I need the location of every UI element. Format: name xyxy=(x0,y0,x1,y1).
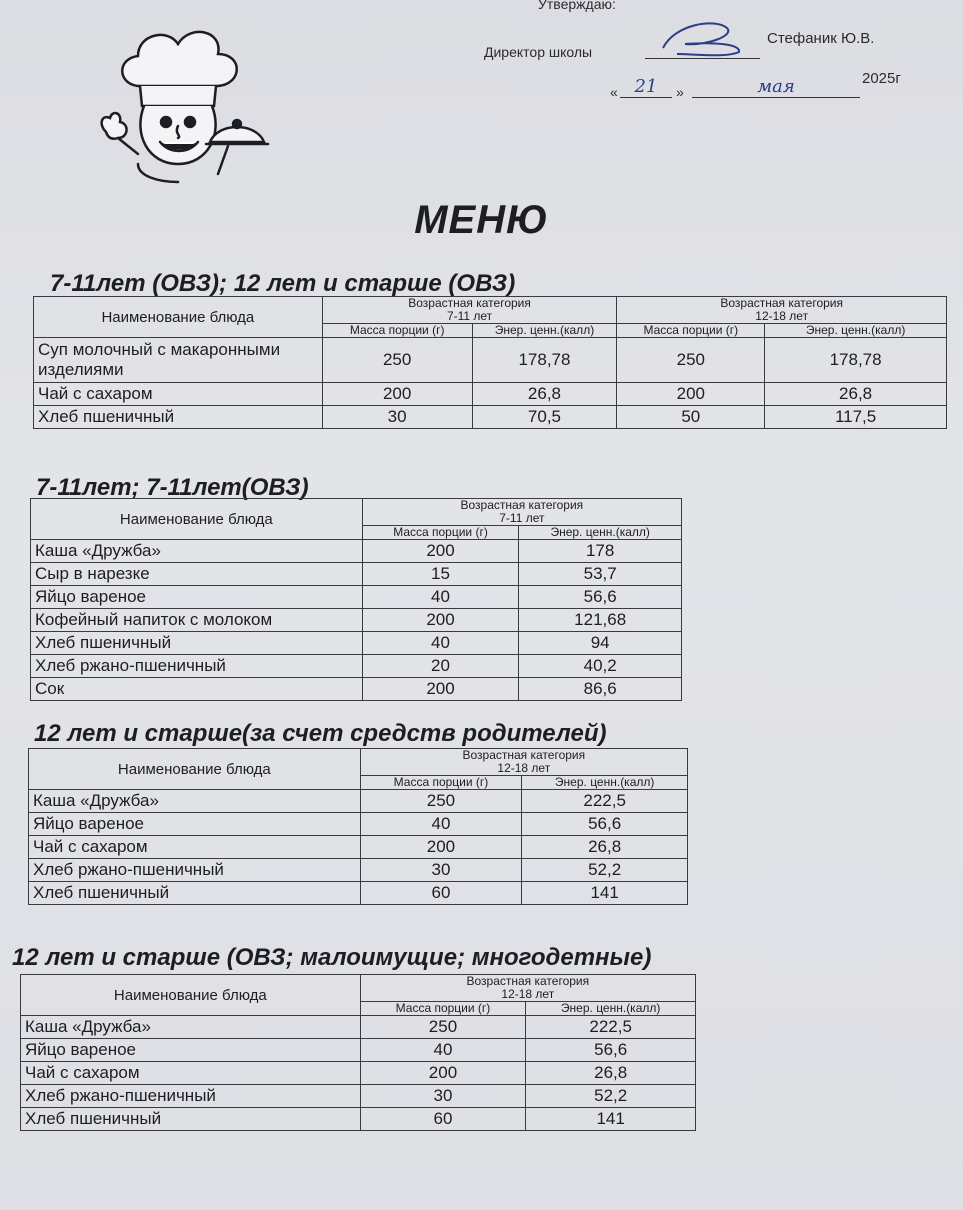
value-cell: 200 xyxy=(362,678,519,701)
value-cell: 20 xyxy=(362,655,519,678)
table-row xyxy=(31,563,682,586)
energy-header: Энер. ценн.(калл) xyxy=(522,776,688,790)
value-cell: 26,8 xyxy=(526,1062,696,1085)
value-cell: 56,6 xyxy=(519,586,682,609)
energy-header: Энер. ценн.(калл) xyxy=(472,324,617,338)
dish-column-header: Наименование блюда xyxy=(29,749,361,790)
age-category-header: Возрастная категория 7-11 лет xyxy=(322,297,617,324)
value-cell: 250 xyxy=(360,1016,526,1039)
dish-name-cell: Хлеб ржано-пшеничный xyxy=(29,859,361,882)
table-row xyxy=(29,859,688,882)
value-cell: 222,5 xyxy=(526,1016,696,1039)
value-cell: 250 xyxy=(617,338,765,383)
mass-header: Масса порции (г) xyxy=(322,324,472,338)
table-row xyxy=(29,813,688,836)
value-cell: 60 xyxy=(360,1108,526,1131)
value-cell: 200 xyxy=(362,609,519,632)
dish-name-cell: Чай с сахаром xyxy=(34,383,323,406)
date-month: мая xyxy=(692,76,860,98)
table-row xyxy=(34,383,947,406)
dish-name-cell: Сок xyxy=(31,678,363,701)
approval-position: Директор школы xyxy=(484,44,593,60)
value-cell: 40 xyxy=(360,1039,526,1062)
table-row xyxy=(34,406,947,429)
dish-name-cell: Сыр в нарезке xyxy=(31,563,363,586)
table-row xyxy=(31,655,682,678)
value-cell: 250 xyxy=(322,338,472,383)
value-cell: 26,8 xyxy=(472,383,617,406)
dish-name-cell: Чай с сахаром xyxy=(29,836,361,859)
dish-column-header: Наименование блюда xyxy=(34,297,323,338)
dish-name-cell: Яйцо вареное xyxy=(29,813,361,836)
table-row xyxy=(34,338,947,383)
value-cell: 141 xyxy=(522,882,688,905)
dish-name-cell: Каша «Дружба» xyxy=(29,790,361,813)
value-cell: 250 xyxy=(360,790,522,813)
table-row xyxy=(31,586,682,609)
approval-heading: Утверждаю: xyxy=(538,0,616,12)
table-row xyxy=(29,836,688,859)
energy-header: Энер. ценн.(калл) xyxy=(519,526,682,540)
value-cell: 117,5 xyxy=(765,406,947,429)
mass-header: Масса порции (г) xyxy=(617,324,765,338)
value-cell: 222,5 xyxy=(522,790,688,813)
date-year: 2025г xyxy=(862,70,901,87)
table-row xyxy=(21,1108,696,1131)
dish-name-cell: Хлеб ржано-пшеничный xyxy=(31,655,363,678)
menu-table-4 xyxy=(20,974,696,1131)
age-category-header: Возрастная категория 12-18 лет xyxy=(360,975,695,1002)
value-cell: 30 xyxy=(322,406,472,429)
dish-name-cell: Хлеб пшеничный xyxy=(31,632,363,655)
value-cell: 200 xyxy=(360,1062,526,1085)
table-row xyxy=(29,882,688,905)
table-row xyxy=(31,540,682,563)
dish-column-header: Наименование блюда xyxy=(21,975,361,1016)
value-cell: 52,2 xyxy=(526,1085,696,1108)
energy-header: Энер. ценн.(калл) xyxy=(526,1002,696,1016)
dish-name-cell: Чай с сахаром xyxy=(21,1062,361,1085)
signature-mark xyxy=(655,14,745,60)
table-row xyxy=(31,632,682,655)
value-cell: 94 xyxy=(519,632,682,655)
dish-name-cell: Яйцо вареное xyxy=(21,1039,361,1062)
age-category-header: Возрастная категория 12-18 лет xyxy=(617,297,947,324)
value-cell: 178 xyxy=(519,540,682,563)
value-cell: 86,6 xyxy=(519,678,682,701)
value-cell: 200 xyxy=(362,540,519,563)
dish-column-header: Наименование блюда xyxy=(31,499,363,540)
value-cell: 40 xyxy=(362,632,519,655)
value-cell: 30 xyxy=(360,1085,526,1108)
mass-header: Масса порции (г) xyxy=(360,1002,526,1016)
age-category-header: Возрастная категория 12-18 лет xyxy=(360,749,687,776)
value-cell: 15 xyxy=(362,563,519,586)
dish-name-cell: Хлеб ржано-пшеничный xyxy=(21,1085,361,1108)
value-cell: 52,2 xyxy=(522,859,688,882)
table-row xyxy=(31,609,682,632)
table-row xyxy=(21,1085,696,1108)
dish-name-cell: Хлеб пшеничный xyxy=(29,882,361,905)
section-title-4: 12 лет и старше (ОВЗ; малоимущие; многодетные) xyxy=(12,944,652,971)
table-row xyxy=(29,790,688,813)
value-cell: 178,78 xyxy=(472,338,617,383)
dish-name-cell: Суп молочный с макаронными изделиями xyxy=(34,338,323,383)
value-cell: 200 xyxy=(360,836,522,859)
menu-table-1 xyxy=(33,296,947,429)
dish-name-cell: Каша «Дружба» xyxy=(31,540,363,563)
energy-header: Энер. ценн.(калл) xyxy=(765,324,947,338)
table-row xyxy=(21,1039,696,1062)
table-row xyxy=(21,1062,696,1085)
approval-name: Стефаник Ю.В. xyxy=(767,30,875,47)
menu-table-3 xyxy=(28,748,688,905)
value-cell: 26,8 xyxy=(765,383,947,406)
value-cell: 178,78 xyxy=(765,338,947,383)
dish-name-cell: Яйцо вареное xyxy=(31,586,363,609)
value-cell: 53,7 xyxy=(519,563,682,586)
mass-header: Масса порции (г) xyxy=(360,776,522,790)
value-cell: 56,6 xyxy=(526,1039,696,1062)
value-cell: 40 xyxy=(362,586,519,609)
dish-name-cell: Каша «Дружба» xyxy=(21,1016,361,1039)
dish-name-cell: Кофейный напиток с молоком xyxy=(31,609,363,632)
chef-illustration xyxy=(78,14,278,184)
value-cell: 141 xyxy=(526,1108,696,1131)
age-category-header: Возрастная категория 7-11 лет xyxy=(362,499,681,526)
date-day: 21 xyxy=(620,76,672,98)
value-cell: 60 xyxy=(360,882,522,905)
mass-header: Масса порции (г) xyxy=(362,526,519,540)
value-cell: 26,8 xyxy=(522,836,688,859)
section-title-2: 7-11лет; 7-11лет(ОВЗ) xyxy=(36,474,309,501)
value-cell: 50 xyxy=(617,406,765,429)
value-cell: 56,6 xyxy=(522,813,688,836)
date-quote-close: » xyxy=(676,84,684,100)
value-cell: 30 xyxy=(360,859,522,882)
dish-name-cell: Хлеб пшеничный xyxy=(21,1108,361,1131)
table-row xyxy=(31,678,682,701)
menu-table-2 xyxy=(30,498,682,701)
section-title-3: 12 лет и старше(за счет средств родителей) xyxy=(34,720,607,747)
value-cell: 121,68 xyxy=(519,609,682,632)
page-title: МЕНЮ xyxy=(414,198,549,242)
value-cell: 40,2 xyxy=(519,655,682,678)
date-quote-open: « xyxy=(610,84,618,100)
section-title-1: 7-11лет (ОВЗ); 12 лет и старше (ОВЗ) xyxy=(50,270,516,297)
value-cell: 70,5 xyxy=(472,406,617,429)
table-row xyxy=(21,1016,696,1039)
value-cell: 40 xyxy=(360,813,522,836)
dish-name-cell: Хлеб пшеничный xyxy=(34,406,323,429)
value-cell: 200 xyxy=(322,383,472,406)
value-cell: 200 xyxy=(617,383,765,406)
